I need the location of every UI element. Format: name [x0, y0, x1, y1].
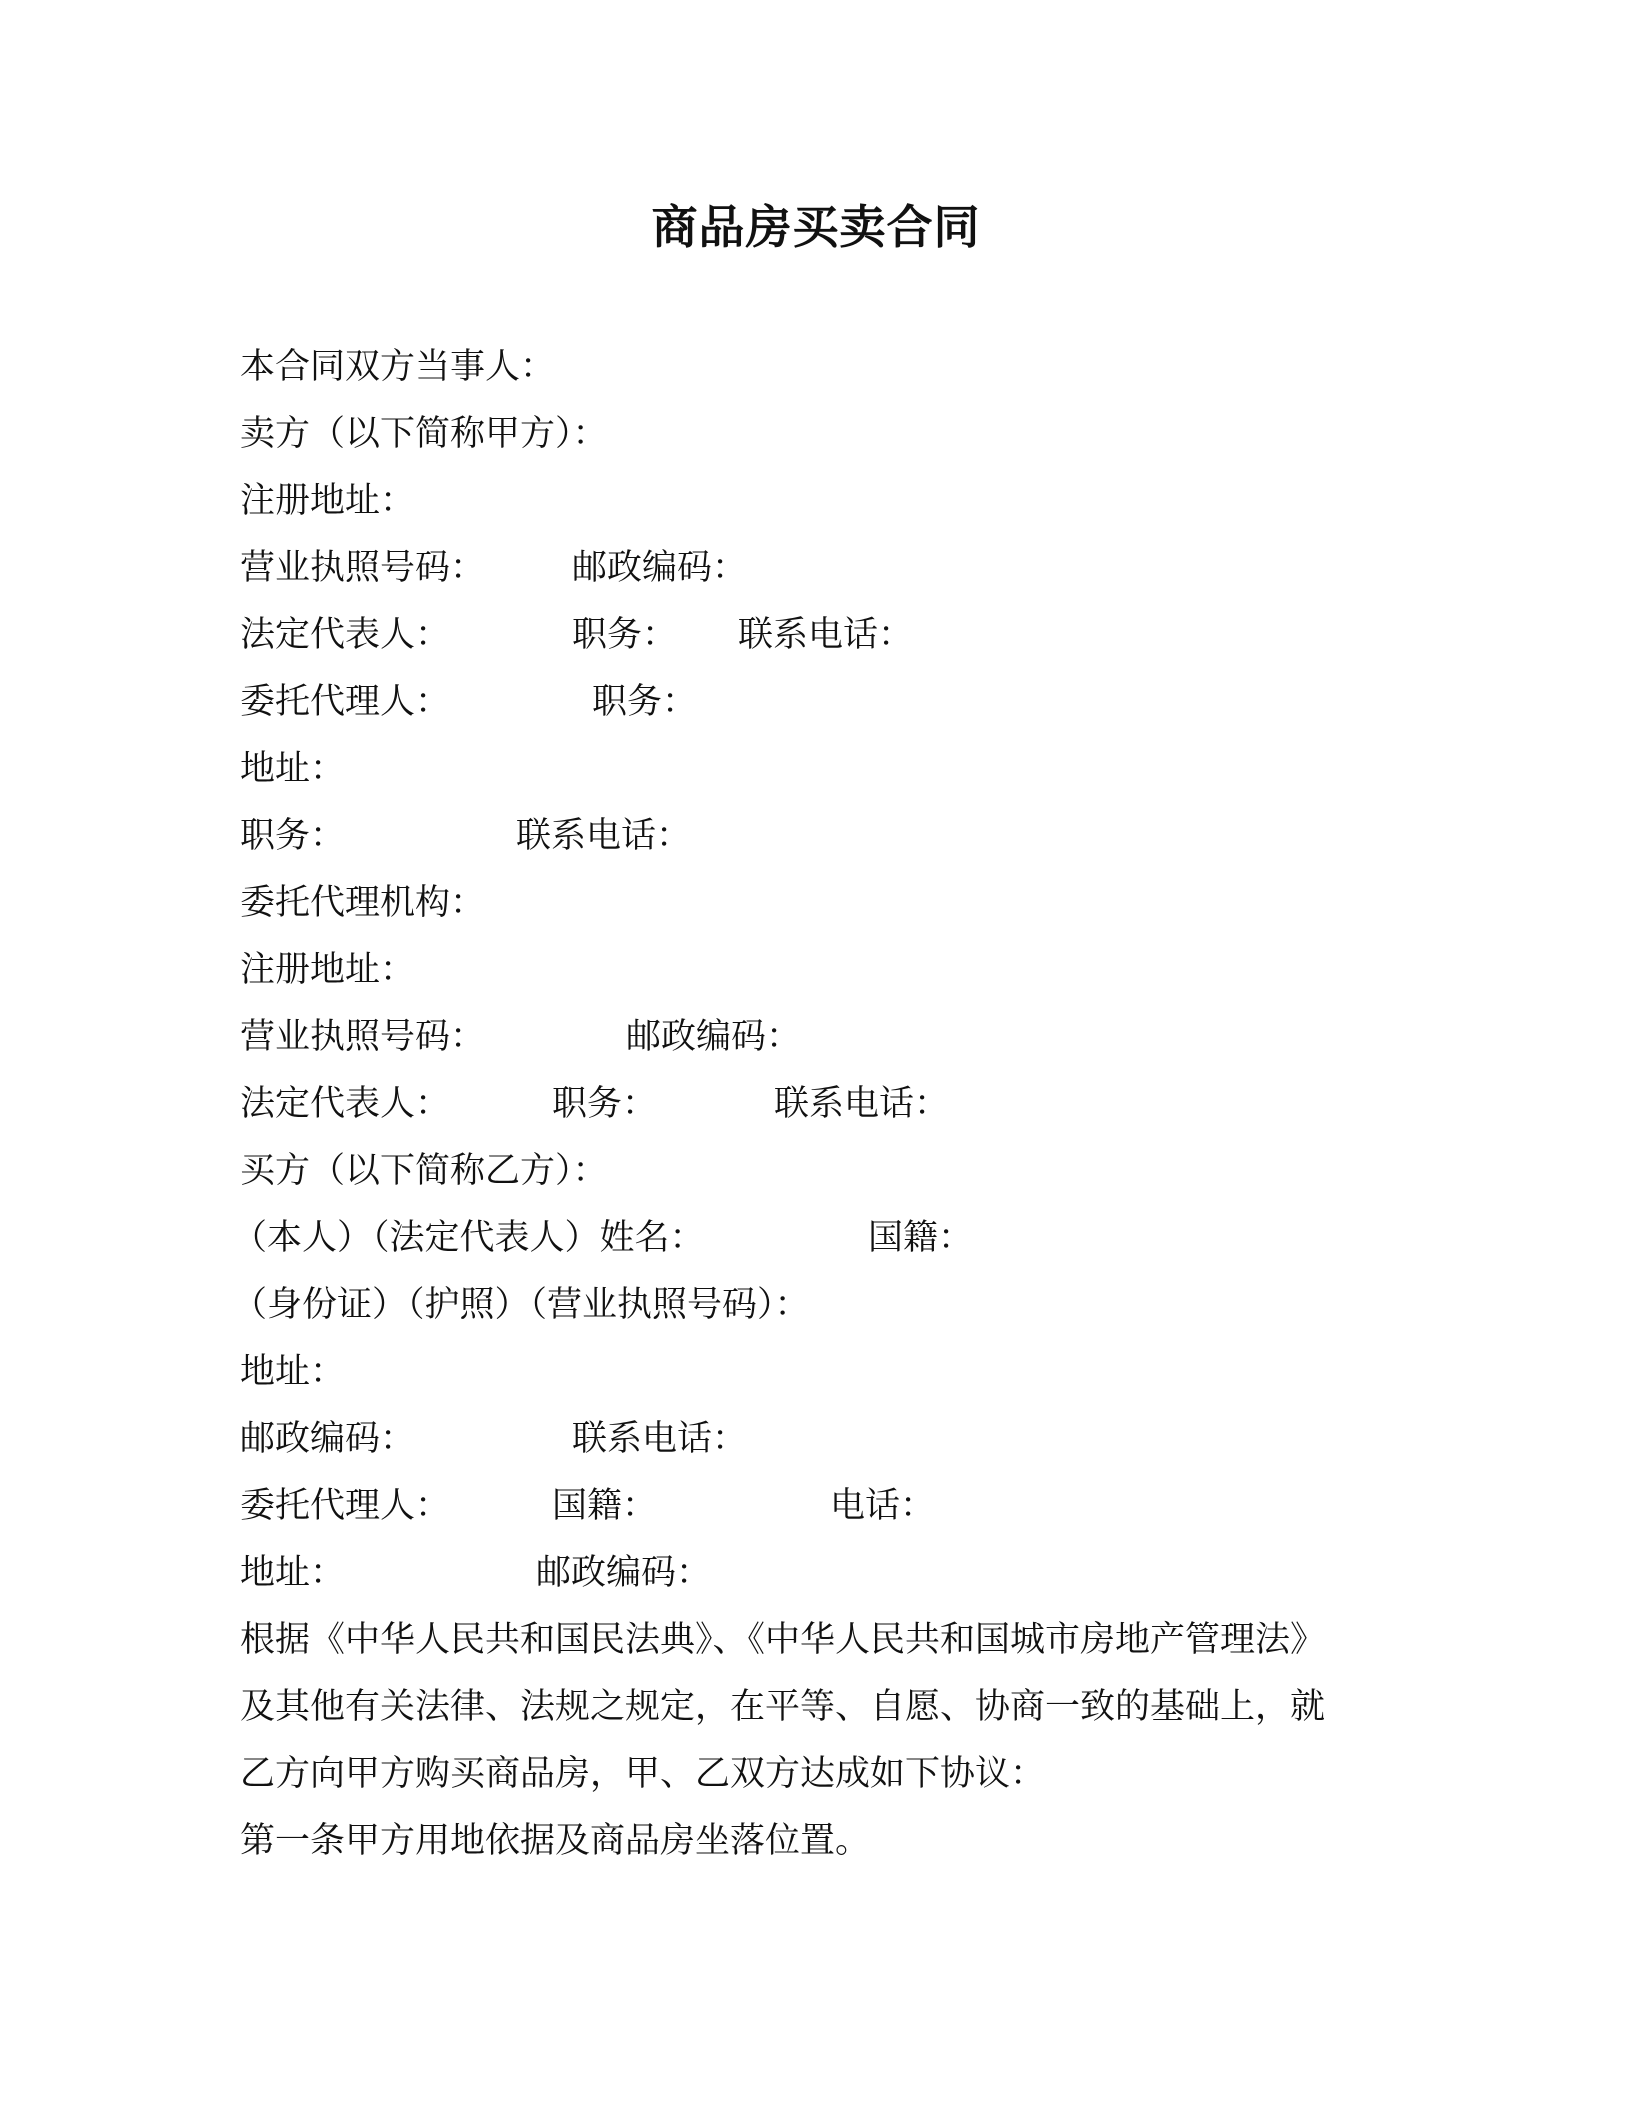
- text-line: [240, 736, 1420, 803]
- field-label: 邮政编码：: [626, 1017, 802, 1057]
- field-label: 职务：: [592, 682, 698, 722]
- text-line: [240, 535, 1420, 602]
- text-line: [240, 669, 1420, 736]
- paragraph-line: [240, 1741, 1420, 1808]
- field-label: 地址：: [240, 1352, 346, 1392]
- text-line: [232, 1272, 1420, 1339]
- text-line: [240, 937, 1420, 1004]
- field-label: 联系电话：: [738, 615, 914, 655]
- field-label: 营业执照号码：: [240, 1017, 486, 1057]
- text-line: [240, 1339, 1420, 1406]
- text-line: [240, 1138, 1420, 1205]
- field-label: （身份证）（护照）（营业执照号码）：: [232, 1285, 810, 1325]
- field-label: 委托代理人：: [240, 682, 451, 722]
- field-label: 委托代理人：: [240, 1486, 451, 1526]
- document-body: [232, 334, 1420, 1875]
- field-label: 营业执照号码：: [240, 548, 486, 588]
- article-text: 第一条甲方用地依据及商品房坐落位置。: [240, 1821, 871, 1861]
- text-line: [240, 468, 1420, 535]
- field-label: 委托代理机构：: [240, 883, 486, 923]
- field-label: 联系电话：: [572, 1419, 748, 1459]
- field-label: 法定代表人：: [240, 615, 451, 655]
- text-line: [240, 1473, 1420, 1540]
- text-line: [240, 602, 1420, 669]
- field-label: 地址：: [240, 1553, 346, 1593]
- field-label: 职务：: [552, 1084, 658, 1124]
- text-line: [232, 1205, 1420, 1272]
- seller-label: 卖方（以下简称甲方）：: [240, 414, 608, 454]
- field-label: 邮政编码：: [536, 1553, 712, 1593]
- buyer-label: 买方（以下简称乙方）：: [240, 1151, 608, 1191]
- text-line: [240, 1004, 1420, 1071]
- field-label: 注册地址：: [240, 950, 416, 990]
- field-label: 注册地址：: [240, 481, 416, 521]
- paragraph-text: 根据《中华人民共和国民法典》、《中华人民共和国城市房地产管理法》: [240, 1620, 1326, 1660]
- text-line: [240, 1406, 1420, 1473]
- line-text: 本合同双方当事人：: [240, 347, 556, 387]
- paragraph-text: 乙方向甲方购买商品房，甲、乙双方达成如下协议：: [240, 1754, 1046, 1794]
- field-label: 邮政编码：: [240, 1419, 416, 1459]
- paragraph-text: 及其他有关法律、法规之规定，在平等、自愿、协商一致的基础上，就: [240, 1687, 1326, 1727]
- field-label: 法定代表人：: [240, 1084, 451, 1124]
- field-label: 职务：: [240, 816, 346, 856]
- text-line: [240, 1540, 1420, 1607]
- text-line: [240, 401, 1420, 468]
- field-label: 联系电话：: [516, 816, 692, 856]
- field-label: 地址：: [240, 749, 346, 789]
- paragraph-line: [240, 1607, 1420, 1674]
- field-label: 邮政编码：: [572, 548, 748, 588]
- field-label: 联系电话：: [774, 1084, 950, 1124]
- text-line: [240, 334, 1420, 401]
- field-label: （本人）（法定代表人）姓名：: [232, 1218, 705, 1258]
- text-line: [240, 803, 1420, 870]
- field-label: 国籍：: [552, 1486, 658, 1526]
- field-label: 国籍：: [868, 1218, 974, 1258]
- document-title: 商品房买卖合同: [651, 200, 981, 254]
- field-label: 职务：: [572, 615, 678, 655]
- paragraph-line: [240, 1674, 1420, 1741]
- text-line: [240, 1071, 1420, 1138]
- article-heading: [240, 1808, 1420, 1875]
- text-line: [240, 870, 1420, 937]
- field-label: 电话：: [830, 1486, 936, 1526]
